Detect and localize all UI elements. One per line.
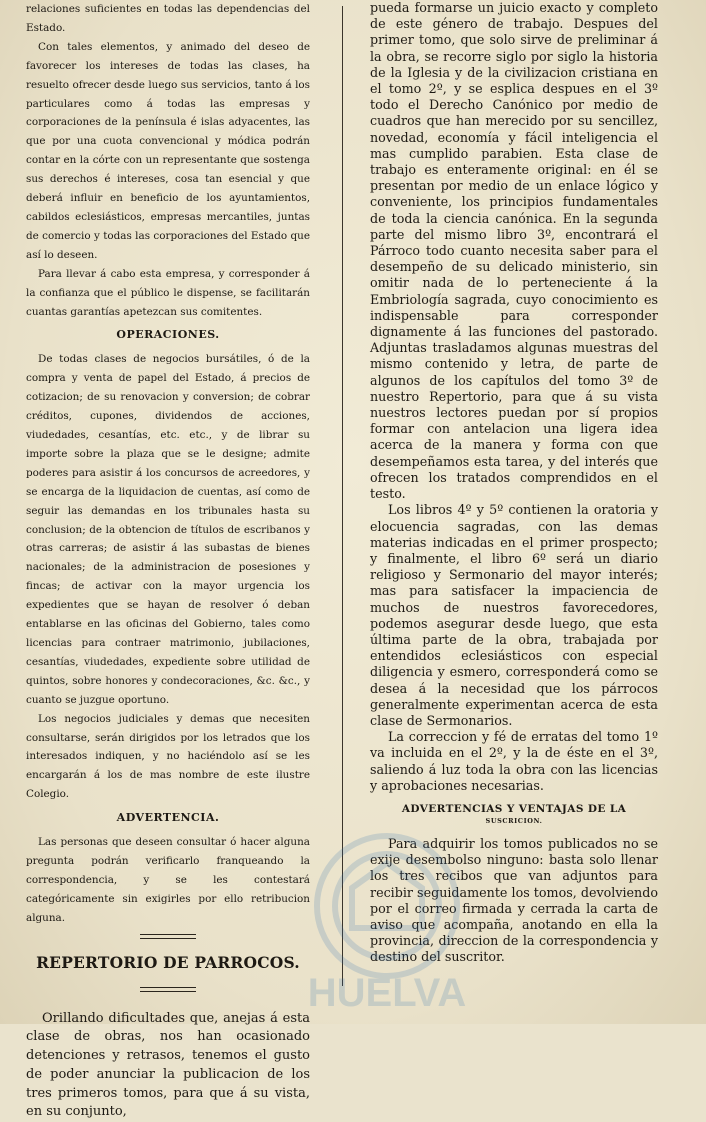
paragraph-juicio: pueda formarse un juicio exacto y completo de este género de trabajo. Despues del primer tomo, que solo sirve de preliminar á la obra, se recorre siglo por siglo la historia de la Iglesia y de la civilizacion cristiana en el tomo 2º, y se esplica despues en el 3º todo el Derecho Canónico por medio de cuadros que han merecido por su sencillez, novedad, economía y fácil inteligencia el mas cumplido parabien. Esta clase de trabajo es enteramente original: en él se presentan por medio de un enlace lógico y conveniente, los principios fundamentales de toda la ciencia canónica. En la segunda parte del mismo libro 3º, encontrará el Párroco todo cuanto necesita saber para el desempeño de su delicado ministerio, sin omitir nada de lo perteneciente á la Embriología sagrada, cuyo conocimiento es indispensable para corresponder dignamente á las funciones del pastorado. Adjuntas trasladamos algunas muestras del mismo contenido y letra, de parte de algunos de los capítulos del tomo 3º de nuestro Repertorio, para que á su vista nuestros lectores puedan por sí propios formar con antelacion una ligera idea acerca de la manera y forma con que desempeñamos esta tarea, y del interés que ofrecen los tratados comprendidos en el testo. bbox=[370, 0, 658, 502]
paragraph-correccion: La correccion y fé de erratas del tomo 1º va incluida en el 2º, y la de éste en el 3º, saliendo á luz toda la obra con las licencias y aprobaciones necesarias. bbox=[370, 729, 658, 793]
watermark-text: HUELVA bbox=[307, 971, 467, 1015]
double-rule-bottom bbox=[140, 987, 196, 992]
paragraph-advertencia: Las personas que deseen consultar ó hacer alguna pregunta podrán verificarlo franqueando la correspondencia, y se les contestará categóricamente sin exigirles por ello retribucion alguna. bbox=[26, 836, 310, 924]
operaciones-heading: OPERACIONES. bbox=[116, 328, 220, 342]
library-watermark-seal bbox=[282, 818, 492, 1018]
paragraph-judiciales: Los negocios judiciales y demas que necesiten consultarse, serán dirigidos por los letrados que los interesados indiquen, y no haciéndolo así se les encargarán á los de mas nombre de este ilustre Colegio. bbox=[26, 712, 310, 801]
paragraph-elementos: Con tales elementos, y animado del deseo de favorecer los intereses de todas las clases, ha resuelto ofrecer desde luego sus servicios, tanto á los particulares como á todas las empresas y corporaciones de la península é islas adyacentes, las que por una cuota convencional y módica podrán contar en la córte con un representante que sostenga sus derechos é intereses, cosa tan esencial y que deberá influir en beneficio de los ayuntamientos, cabildos eclesiásticos, empresas mercantiles, juntas de comercio y todas las corporaciones del Estado que así lo deseen. bbox=[26, 40, 310, 261]
paragraph-repertorio: Orillando dificultades que, anejas á esta clase de obras, nos han ocasionado detenciones y retrasos, tenemos el gusto de poder anunciar la publicacion de los tres primeros tomos, para que á su vista, en su conjunto, bbox=[26, 1010, 310, 1120]
paragraph-empresa: Para llevar á cabo esta empresa, y corresponder á la confianza que el público le dispense, se facilitarán cuantas garantías apetezcan sus comitentes. bbox=[26, 267, 310, 318]
left-column bbox=[26, 0, 310, 1122]
paragraph-libros: Los libros 4º y 5º contienen la oratoria y elocuencia sagradas, con las demas materias indicadas en el primer prospecto; y finalmente, el libro 6º será un diario religioso y Sermonario del mayor interés; mas para satisfacer la impaciencia de muchos de nuestros favorecedores, podemos asegurar desde luego, que esta última parte de la obra, trabajada por entendidos eclesiásticos con especial diligencia y esmero, corresponderá como se desea á la necesidad que los párrocos generalmente experimentan acerca de esta clase de Sermonarios. bbox=[370, 502, 658, 728]
paragraph-operaciones: De todas clases de negocios bursátiles, ó de la compra y venta de papel del Estado, á precios de cotizacion; de su renovacion y conversion; de cobrar créditos, cupones, dividendos de acciones, viudedades, cesantías, etc. etc., y de librar su importe sobre la plaza que se le designe; admite poderes para asistir á los concursos de acreedores, y se encarga de la liquidacion de cuentas, así como de seguir las demandas en los tribunales hasta su conclusion; de la obtencion de títulos de escribanos y otras carreras; de asistir á las subastas de bienes nacionales; de la administracion de posesiones y fincas; de activar con la mayor urgencia los expedientes que se hayan de resolver ó deban entablarse en las oficinas del Gobierno, tales como licencias para contraer matrimonio, jubilaciones, cesantías, viudedades, expediente sobre utilidad de quintos, sobre honores y condecoraciones, &c. &c., y cuanto se juzgue oportuno. bbox=[26, 353, 310, 706]
advertencia-heading: ADVERTENCIA. bbox=[116, 811, 220, 825]
double-rule-top bbox=[140, 934, 196, 939]
repertorio-title: REPERTORIO DE PARROCOS. bbox=[36, 952, 300, 972]
paragraph-adquirir: Para adquirir los tomos publicados no se exije desembolso ninguno: basta solo llenar los tres recibos que van adjuntos para recibir seguidamente los tomos, devolviendo por el correo firmada y cerrada la carta de aviso que acompaña, anotando en ella la provincia, direccion de la correspondencia y destino del suscritor. bbox=[370, 835, 658, 965]
paragraph-continuation: relaciones suficientes en todas las dependencias del Estado. bbox=[26, 3, 310, 34]
advertencias-subheading: SUSCRICION. bbox=[485, 816, 543, 825]
advertencias-heading: ADVERTENCIAS Y VENTAJAS DE LA bbox=[401, 802, 627, 815]
